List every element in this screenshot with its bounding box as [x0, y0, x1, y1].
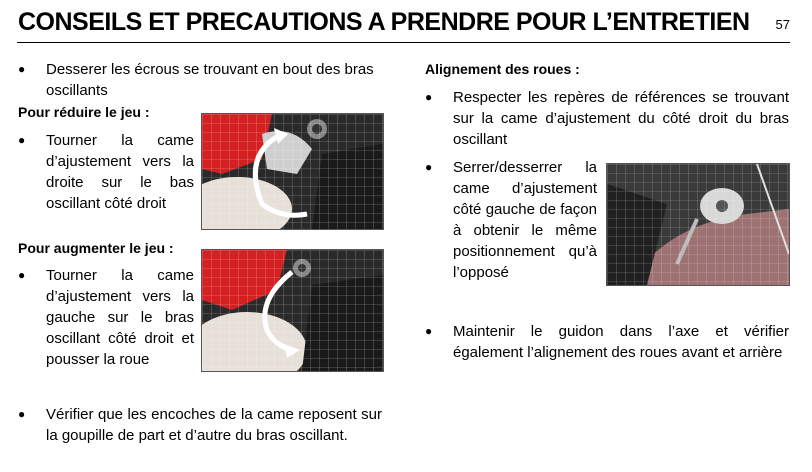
photo-cam-turn-left [201, 249, 384, 372]
heading-wheel-alignment: Alignement des roues : [425, 61, 580, 77]
bullet-text: Tourner la came d’ajustement vers la droite sur le bas oscillant côté droit [46, 132, 194, 212]
bullet-text: Desserer les écrous se trouvant en bout des bras oscillants [46, 61, 374, 99]
bullet-dot: ● [18, 133, 26, 147]
bullet-dot: ● [425, 90, 433, 104]
bullet-text: Serrer/desserrer la came d’ajustement côté gauche de façon à obtenir le même positionnement qu’à l’opposé [453, 159, 597, 281]
bullet-text: Respecter les repères de références se trouvant sur la came d’ajustement du côté droit du bras oscillant [453, 89, 789, 148]
bullet-text: Vérifier que les encoches de la came reposent sur la goupille de part et d’autre du bras oscillant. [46, 406, 382, 444]
page-number: 57 [775, 17, 790, 32]
header-divider [17, 42, 790, 43]
photo-left-cam [606, 163, 790, 286]
page-title: CONSEILS ET PRECAUTIONS A PRENDRE POUR L’ENTRETIEN [18, 8, 750, 36]
bullet-dot: ● [425, 160, 433, 174]
bullet-text: Maintenir le guidon dans l’axe et vérifier également l’alignement des roues avant et arrière [453, 323, 789, 361]
photo-cam-turn-right [201, 113, 384, 230]
bullet-text: Tourner la came d’ajustement vers la gauche sur le bras oscillant côté droit et pousser la roue [46, 267, 194, 368]
bullet-dot: ● [18, 407, 26, 421]
bullet-dot: ● [18, 62, 26, 76]
heading-reduce-play: Pour réduire le jeu : [18, 104, 150, 120]
heading-increase-play: Pour augmenter le jeu : [18, 240, 174, 256]
bullet-dot: ● [18, 268, 26, 282]
bullet-dot: ● [425, 324, 433, 338]
